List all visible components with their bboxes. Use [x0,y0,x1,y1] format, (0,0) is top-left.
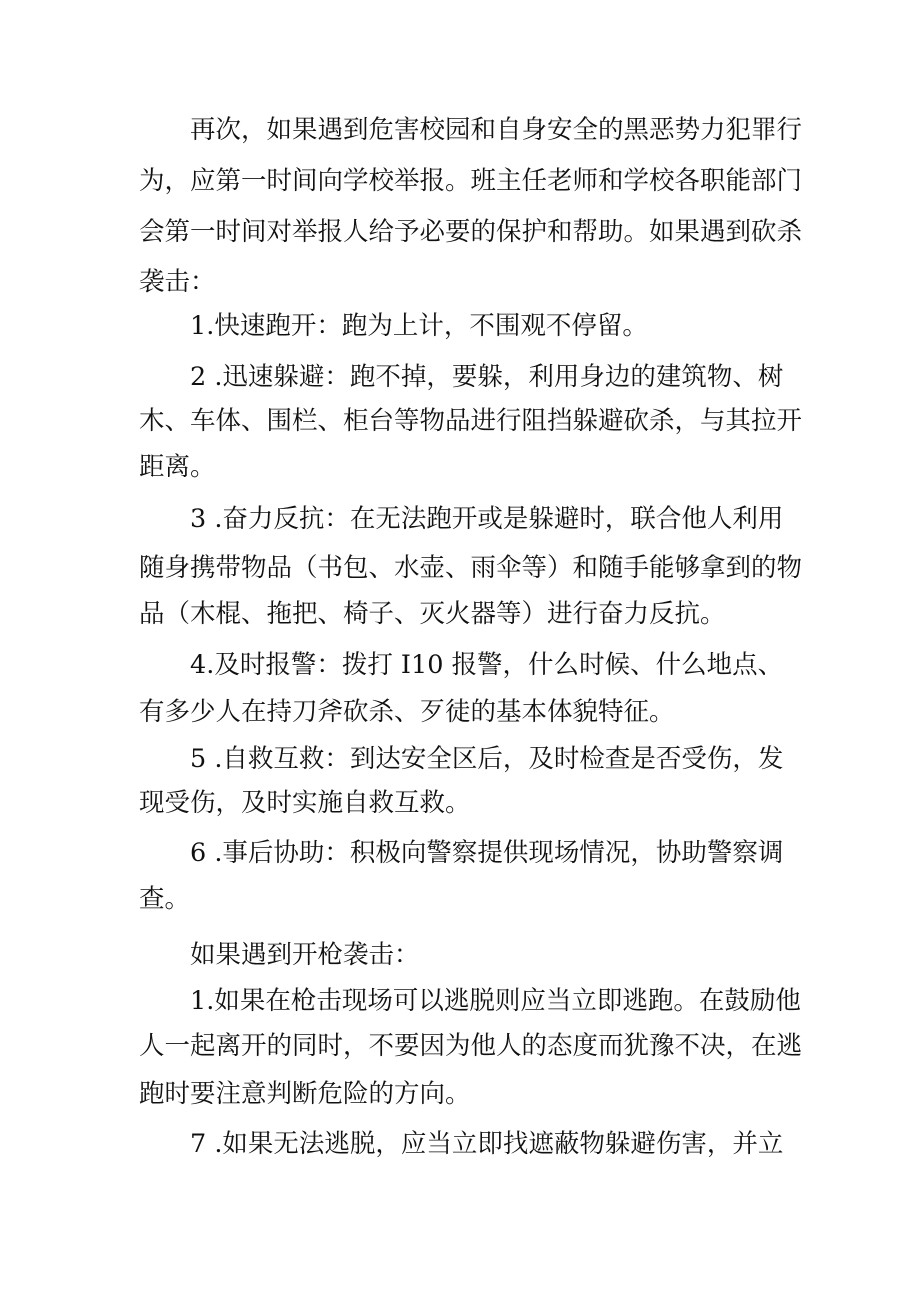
list-item-line: 1.如果在枪击现场可以逃脱则应当立即逃跑。在鼓励他 [190,986,801,1016]
list-item-line: 有多少人在持刀斧砍杀、歹徒的基本体貌特征。 [139,697,675,727]
list-item-line: 查。 [139,884,191,914]
list-item-line: 5 .自救互救：到达安全区后，及时检查是否受伤，发 [190,744,784,774]
paragraph-line: 袭击： [139,267,216,297]
paragraph-line: 为，应第一时间向学校举报。班主任老师和学校各职能部门 [139,166,803,196]
list-item-line: 1.快速跑开：跑为上计，不围观不停留。 [190,311,648,341]
list-item-line: 6 .事后协助：积极向警察提供现场情况，协助警察调 [190,838,784,868]
list-item-line: 距离。 [139,452,216,482]
list-item-line: 木、车体、围栏、柜台等物品进行阻挡躲避砍杀，与其拉开 [139,406,803,436]
list-item-line: 7 .如果无法逃脱，应当立即找遮蔽物躲避伤害，并立 [190,1129,784,1159]
paragraph-line: 如果遇到开枪袭击： [190,940,420,970]
list-item-line: 3 .奋力反抗：在无法跑开或是躲避时，联合他人利用 [190,504,784,534]
list-item-line: 现受伤，及时实施自救互救。 [139,788,471,818]
list-item-line: 跑时要注意判断危险的方向。 [139,1079,471,1109]
paragraph-line: 再次，如果遇到危害校园和自身安全的黑恶势力犯罪行 [190,115,803,145]
list-item-line: 人一起离开的同时，不要因为他人的态度而犹豫不决，在逃 [139,1031,803,1061]
list-item-line: 随身携带物品（书包、水壶、雨伞等）和随手能够拿到的物 [139,553,803,583]
paragraph-line: 会第一时间对举报人给予必要的保护和帮助。如果遇到砍杀 [139,217,803,247]
list-item-line: 4.及时报警：拨打 I10 报警，什么时候、什么地点、 [190,650,784,680]
list-item-line: 2 .迅速躲避：跑不掉，要躲，利用身边的建筑物、树 [190,362,784,392]
list-item-line: 品（木棍、拖把、椅子、灭火器等）进行奋力反抗。 [139,599,726,629]
